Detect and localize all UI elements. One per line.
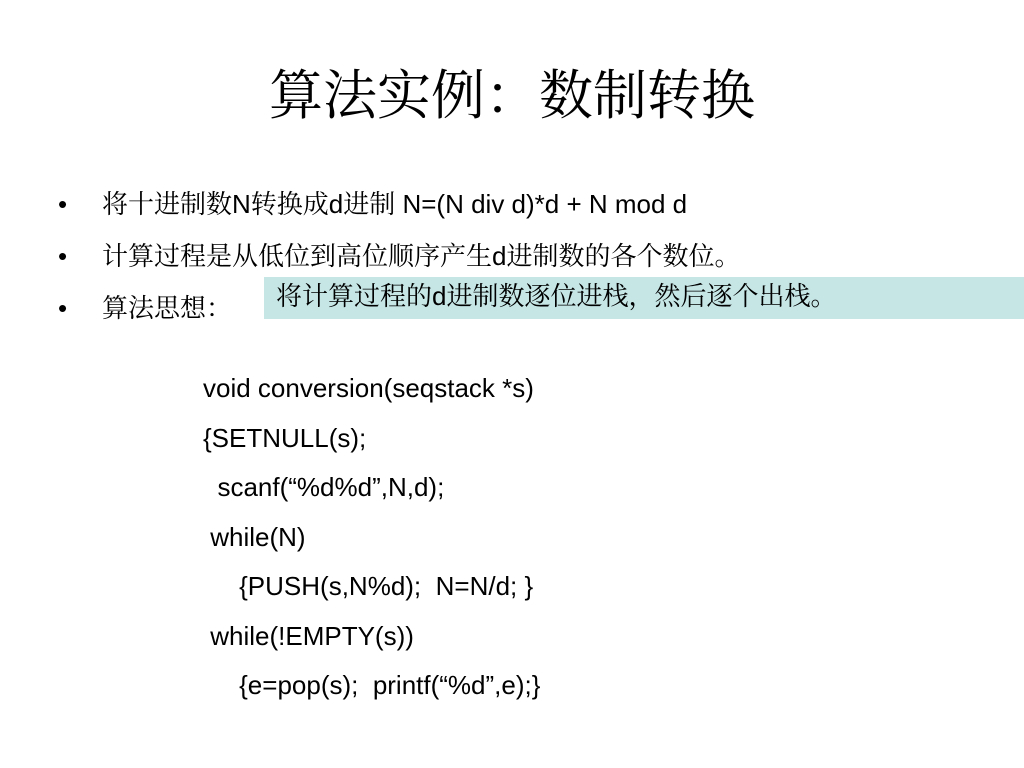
bullet-marker: • — [58, 241, 68, 271]
code-line-4: while(N) — [203, 521, 306, 552]
code-line-3: scanf(“%d%d”,N,d); — [203, 472, 445, 502]
slide-title: 算法实例：数制转换 — [269, 64, 755, 127]
bullet-text: 计算过程是从低位到高位顺序产生d进制数的各个数位。 — [102, 241, 741, 271]
code-block — [203, 368, 540, 715]
code-line-2: {SETNULL(s); — [203, 422, 367, 453]
bullet-item-1 — [58, 178, 1018, 230]
code-line-7: {e=pop(s); printf(“%d”,e);} — [203, 670, 541, 700]
highlighted-text: 将计算过程的d进制数逐位进栈，然后逐个出栈。 — [276, 281, 837, 311]
bullet-text: 算法思想： — [102, 293, 233, 323]
bullet-marker: • — [58, 293, 68, 323]
bullet-marker: • — [58, 189, 68, 219]
code-line-6: while(!EMPTY(s)) — [203, 620, 414, 651]
code-line-1: void conversion(seqstack *s) — [203, 373, 534, 403]
code-line-5: {PUSH(s,N%d); N=N/d; } — [203, 571, 534, 601]
bullet-text: 将十进制数N转换成d进制 N=(N div d)*d + N mod d — [102, 189, 688, 219]
